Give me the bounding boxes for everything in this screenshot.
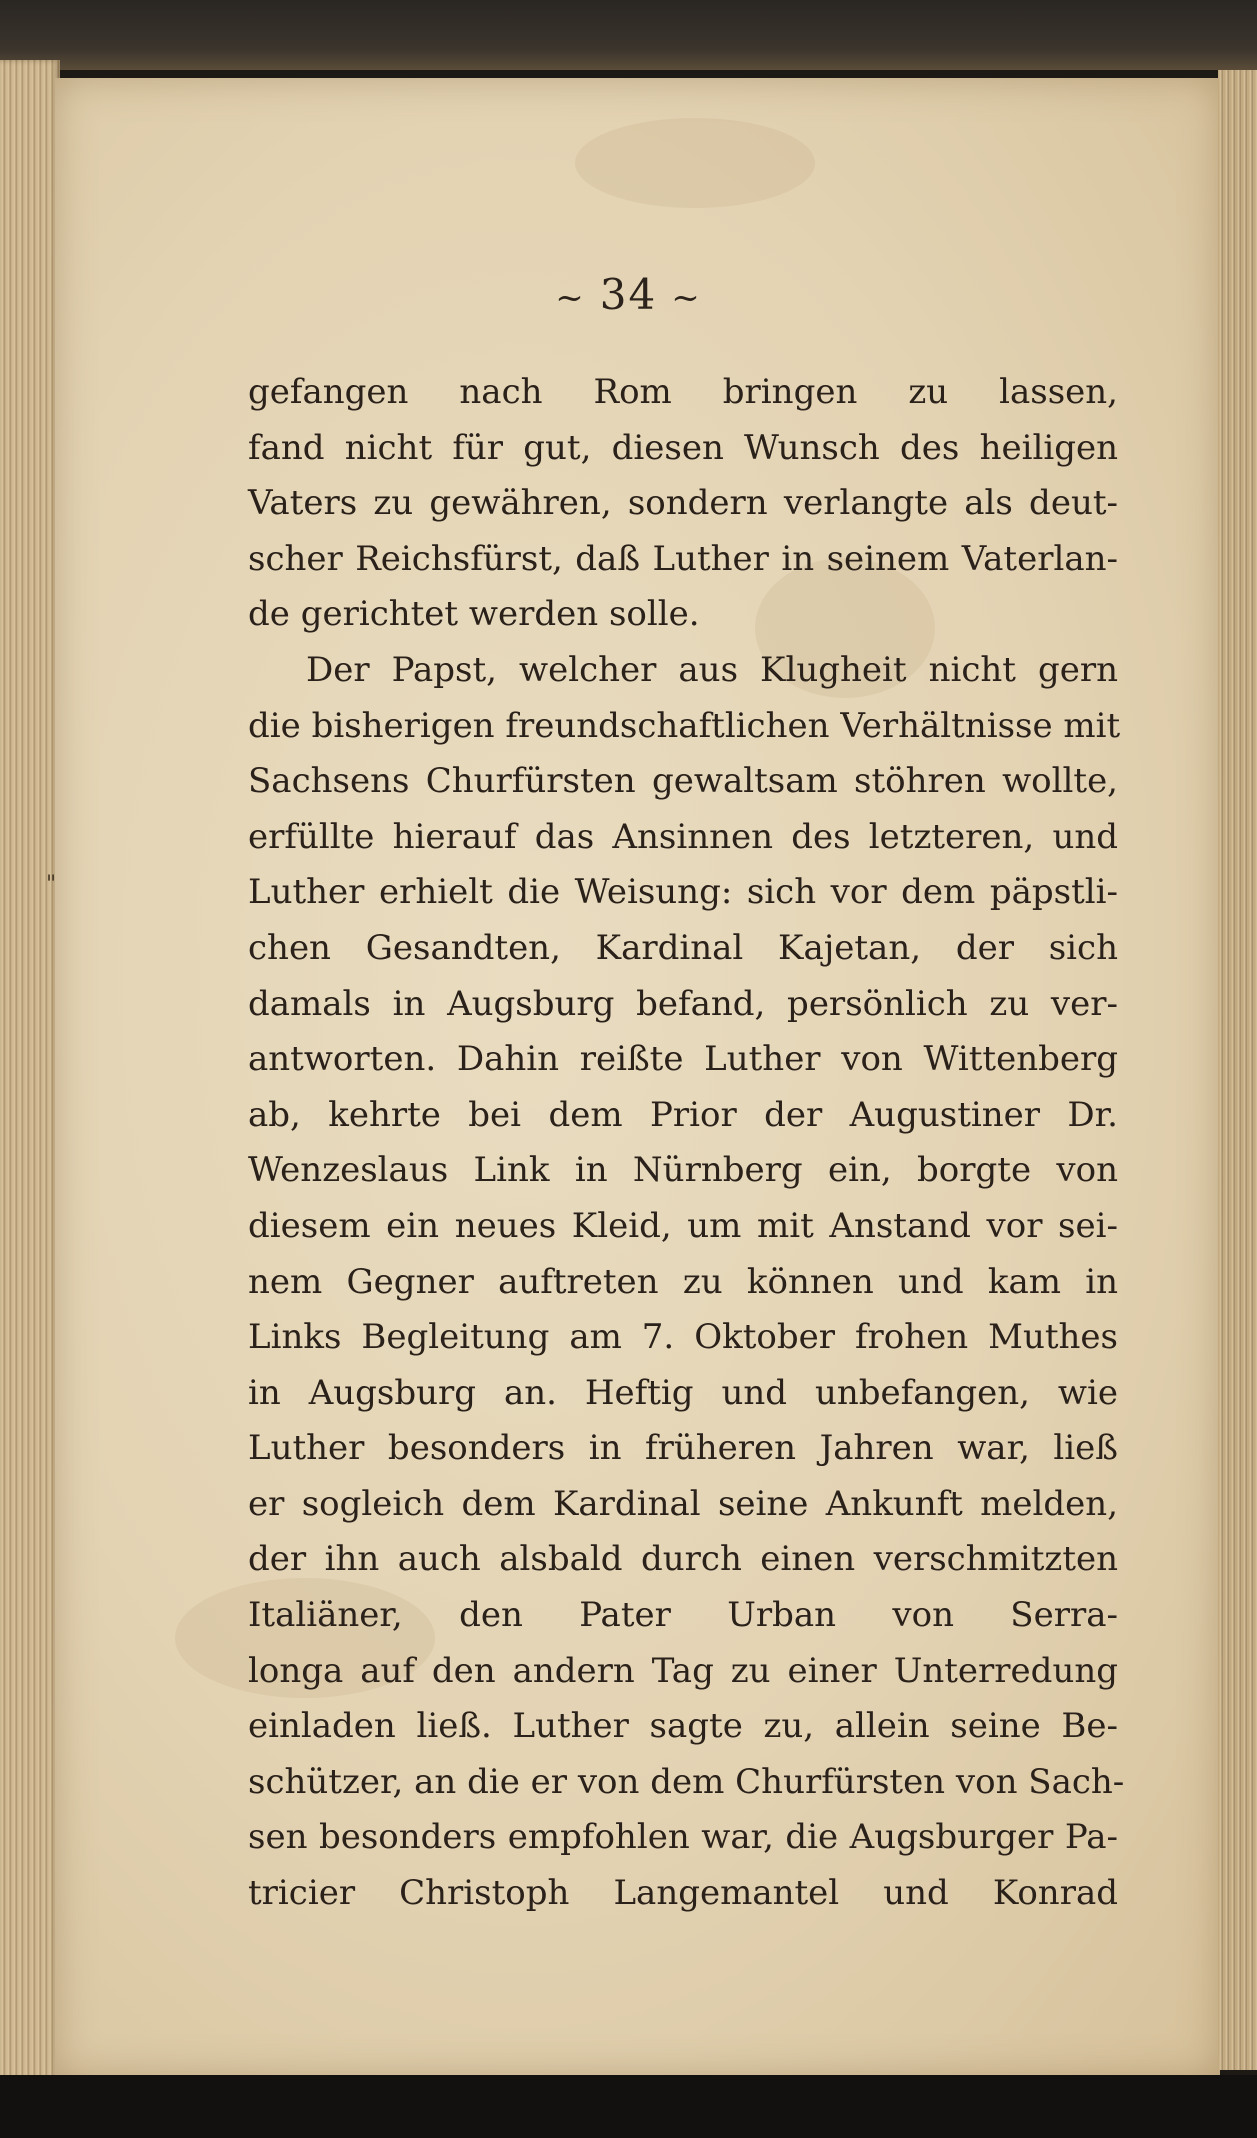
text-line: Wenzeslaus Link in Nürnberg ein, borgte von xyxy=(248,1150,1118,1191)
text-line: gefangen nach Rom bringen zu lassen, xyxy=(248,372,1118,412)
page-header xyxy=(0,270,1257,319)
text-line: Luther besonders in früheren Jahren war, ließ xyxy=(248,1428,1118,1469)
text-line: nem Gegner auftreten zu können und kam in xyxy=(248,1261,1118,1302)
text-line: Sachsens Churfürsten gewaltsam stöhren wollte, xyxy=(248,761,1118,802)
text-line: Der Papst, welcher aus Klugheit nicht gern xyxy=(306,649,1118,690)
text-line: fand nicht für gut, diesen Wunsch des heiligen xyxy=(248,427,1118,468)
text-line: longa auf den andern Tag zu einer Unterredung xyxy=(248,1650,1118,1691)
margin-mark: " xyxy=(46,872,57,897)
text-line: schützer, an die er von dem Churfürsten von Sach- xyxy=(248,1761,1125,1802)
text-line: erfüllte hierauf das Ansinnen des letzteren, und xyxy=(248,816,1118,857)
text-line: chen Gesandten, Kardinal Kajetan, der sich xyxy=(248,927,1118,968)
ornament-right-icon: ~ xyxy=(671,278,702,318)
text-line: er sogleich dem Kardinal seine Ankunft melden, xyxy=(248,1483,1118,1524)
page-stain xyxy=(575,118,815,208)
text-line: antworten. Dahin reißte Luther von Wittenberg xyxy=(248,1039,1118,1080)
ornament-left-icon: ~ xyxy=(555,278,586,318)
text-line: die bisherigen freundschaftlichen Verhältnisse mit xyxy=(248,705,1121,746)
book-bottom-edge xyxy=(0,2075,1257,2138)
text-line: tricier Christoph Langemantel und Konrad xyxy=(248,1873,1118,1914)
text-line: einladen ließ. Luther sagte zu, allein seine Be- xyxy=(248,1706,1118,1747)
text-line: Luther erhielt die Weisung: sich vor dem päpstli- xyxy=(248,872,1118,913)
text-line: diesem ein neues Kleid, um mit Anstand vor sei- xyxy=(248,1205,1118,1246)
text-line: sen besonders empfohlen war, die Augsburger Pa- xyxy=(248,1817,1118,1858)
text-line: ab, kehrte bei dem Prior der Augustiner Dr. xyxy=(248,1094,1118,1135)
book-cover-top-edge xyxy=(0,0,1257,70)
text-line: Links Begleitung am 7. Oktober frohen Muthes xyxy=(248,1317,1118,1358)
text-line: der ihn auch alsbald durch einen verschmitzten xyxy=(248,1539,1118,1580)
text-line: Italiäner, den Pater Urban von Serra- xyxy=(248,1595,1118,1636)
text-line: in Augsburg an. Heftig und unbefangen, wie xyxy=(248,1372,1118,1413)
page-number: 34 xyxy=(599,270,658,319)
text-line: scher Reichsfürst, daß Luther in seinem Vaterlan- xyxy=(248,538,1118,579)
text-line: Vaters zu gewähren, sondern verlangte als deut- xyxy=(248,483,1118,524)
body-text xyxy=(248,365,1125,1922)
text-line: de gerichtet werden solle. xyxy=(248,594,700,635)
text-line: damals in Augsburg befand, persönlich zu ver- xyxy=(248,983,1118,1024)
right-page-edges xyxy=(1218,70,1257,2070)
left-page-edges xyxy=(0,60,60,2080)
